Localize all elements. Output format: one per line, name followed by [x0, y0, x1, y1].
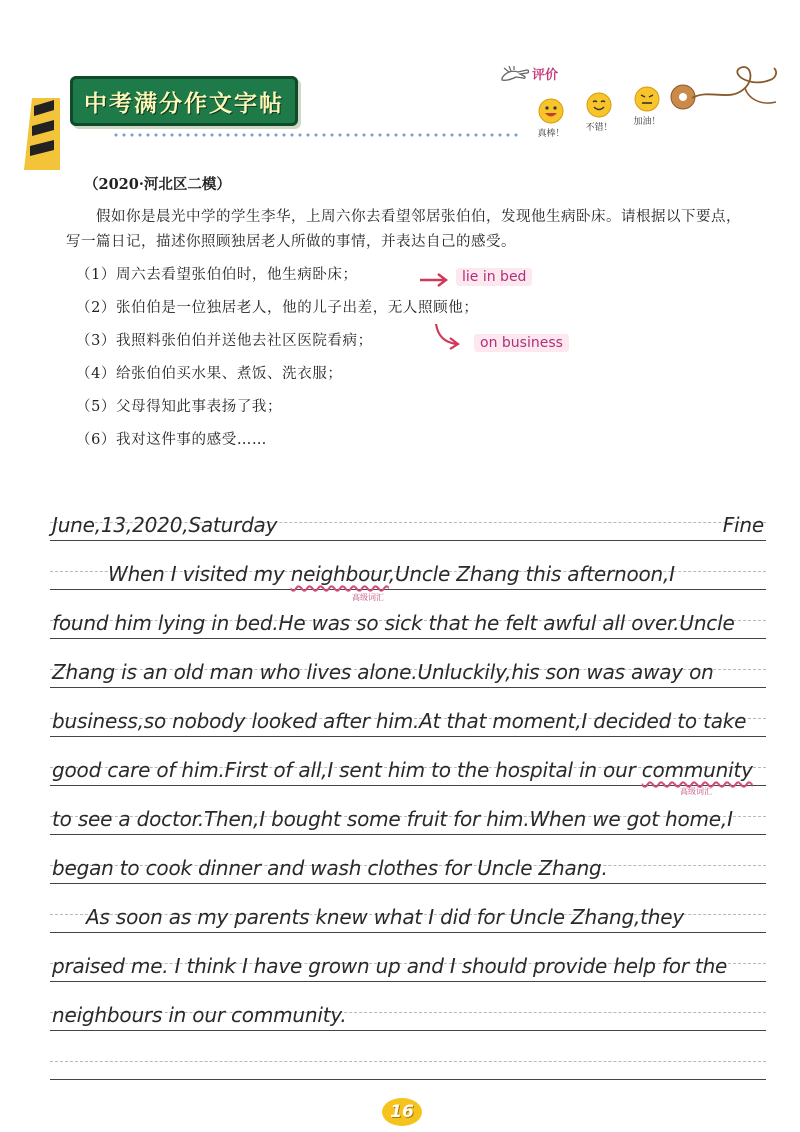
rating-great-label: 真棒！ — [537, 129, 565, 139]
prompt-point: （1）周六去看望张伯伯时，他生病卧床； — [76, 267, 358, 283]
writing-line — [50, 687, 766, 688]
prompt-point: （6）我对这件事的感受…… — [76, 432, 268, 448]
writing-line — [50, 540, 766, 541]
writing-line — [50, 785, 766, 786]
writing-line — [50, 736, 766, 737]
prompt-point: （3）我照料张伯伯并送他去社区医院看病； — [76, 333, 373, 349]
dotted-divider — [112, 133, 522, 137]
essay-line: praised me. I think I have grown up and I should provide help for the — [52, 954, 728, 978]
rating-label: 评价 — [532, 68, 559, 83]
writing-line — [50, 589, 766, 590]
yarn-decoration-icon — [690, 58, 780, 118]
essay-line: Zhang is an old man who lives alone.Unluckily,his son was away on — [52, 660, 714, 684]
diary-date-line — [52, 513, 764, 537]
essay-line: As soon as my parents knew what I did for Uncle Zhang,they — [86, 905, 684, 929]
page-number: 16 — [382, 1098, 422, 1126]
decorative-stripe — [24, 98, 60, 170]
writing-line — [50, 834, 766, 835]
essay-line: When I visited my neighbour,Uncle Zhang this afternoon,I — [108, 562, 675, 586]
advanced-vocab-label: 高级词汇 — [680, 787, 712, 796]
highlighted-word: community — [641, 758, 753, 782]
writing-line — [50, 1030, 766, 1031]
writing-line — [50, 883, 766, 884]
writing-line — [50, 932, 766, 933]
essay-line: began to cook dinner and wash clothes for Uncle Zhang. — [52, 856, 608, 880]
vocab-note-lie-in-bed: lie in bed — [456, 268, 532, 286]
essay-line: neighbours in our community. — [52, 1003, 347, 1027]
prompt-point: （2）张伯伯是一位独居老人，他的儿子出差，无人照顾他； — [76, 300, 479, 316]
prompt-source: （2020·河北区二模） — [84, 176, 231, 193]
rating-try-label: 加油！ — [633, 117, 661, 127]
arrow-right-icon — [418, 272, 452, 288]
arrow-down-right-icon — [432, 322, 462, 352]
page-title: 中考满分作文字帖 — [84, 90, 284, 117]
essay-line: found him lying in bed.He was so sick that he felt awful all over.Uncle — [52, 611, 735, 635]
diary-date: June,13,2020,Saturday — [52, 513, 278, 537]
essay-line: business,so nobody looked after him.At that moment,I decided to take — [52, 709, 747, 733]
pointing-hand-icon — [500, 64, 530, 86]
determined-face-icon — [634, 86, 660, 112]
prompt-point: （5）父母得知此事表扬了我； — [76, 399, 283, 415]
diary-weather: Fine — [722, 513, 764, 537]
writing-line — [50, 1079, 766, 1080]
highlighted-word: neighbour — [290, 562, 389, 586]
vocab-note-on-business: on business — [474, 334, 569, 352]
essay-line: good care of him.First of all,I sent him to the hospital in our community — [52, 758, 753, 782]
writing-line — [50, 638, 766, 639]
guide-line — [50, 1061, 766, 1062]
smiling-face-icon — [586, 92, 612, 118]
prompt-intro: 假如你是晨光中学的学生李华，上周六你去看望邻居张伯伯，发现他生病卧床。请根据以下要点，写一篇日记，描述你照顾独居老人所做的事情，并表达自己的感受。 — [66, 209, 741, 250]
title-banner — [70, 76, 298, 126]
grinning-face-icon — [538, 98, 564, 124]
writing-prompt — [66, 172, 746, 453]
prompt-point: （4）给张伯伯买水果、煮饭、洗衣服； — [76, 366, 343, 382]
writing-line — [50, 981, 766, 982]
essay-line: to see a doctor.Then,I bought some fruit for him.When we got home,I — [52, 807, 733, 831]
advanced-vocab-label: 高级词汇 — [352, 593, 384, 602]
rating-good-label: 不错！ — [585, 123, 613, 133]
